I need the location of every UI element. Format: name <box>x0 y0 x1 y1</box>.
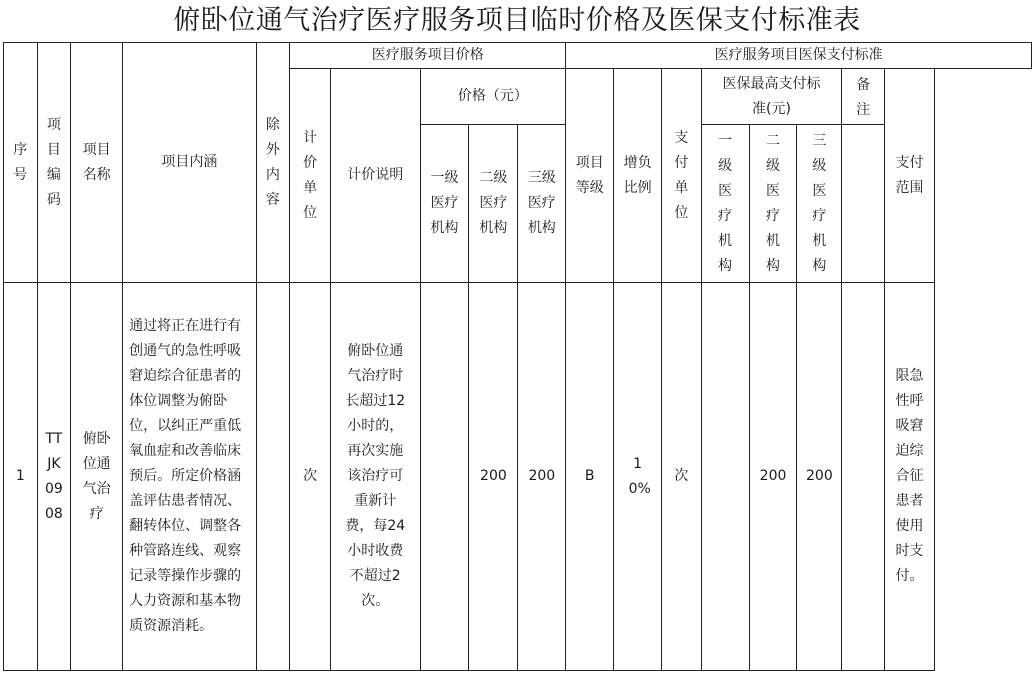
header-scope: 支付范围 <box>885 69 935 283</box>
header-unit: 计价单位 <box>290 69 331 283</box>
cell-remark <box>842 283 885 671</box>
header-grade: 项目等级 <box>566 69 614 283</box>
cell-name: 俯卧位通气治疗 <box>71 283 123 671</box>
header-pricing-note: 计价说明 <box>330 69 420 283</box>
header-copay: 增负比例 <box>614 69 662 283</box>
header-name: 项目名称 <box>71 43 123 283</box>
header-excluded: 除外内容 <box>256 43 290 283</box>
cell-price-l3: 200 <box>518 283 566 671</box>
header-insurance-group: 医疗服务项目医保支付标准 <box>566 43 1032 69</box>
header-level3: 三级医疗机构 <box>518 125 566 283</box>
cell-code: TTJK0908 <box>37 283 71 671</box>
header-remark: 备注 <box>842 69 885 125</box>
header-level1: 一级医疗机构 <box>420 125 469 283</box>
cell-seq: 1 <box>4 283 38 671</box>
header-level2: 二级医疗机构 <box>469 125 518 283</box>
header-price: 价格（元） <box>420 69 566 125</box>
cell-copay: 10% <box>614 283 662 671</box>
cell-pay-unit: 次 <box>662 283 702 671</box>
header-content: 项目内涵 <box>123 43 256 283</box>
cell-price-l2: 200 <box>469 283 518 671</box>
header-pay-unit: 支付单位 <box>662 69 702 283</box>
header-price-group: 医疗服务项目价格 <box>290 43 566 69</box>
header-seq: 序号 <box>4 43 38 283</box>
cell-content: 通过将正在进行有创通气的急性呼吸窘迫综合征患者的体位调整为俯卧位，以纠正严重低氧血症和改善临床预后。所定价格涵盖评估患者情况、翻转体位、调整各种管路连线、观察记录等操作步骤的人力资源和基本物质资源消耗。 <box>123 283 256 671</box>
cell-max-l3: 200 <box>797 283 842 671</box>
cell-grade: B <box>566 283 614 671</box>
header-max-level1: 一级医疗机构 <box>701 125 749 283</box>
price-table <box>3 42 1032 671</box>
header-max-level3: 三级医疗机构 <box>797 125 842 283</box>
cell-scope: 限急性呼吸窘迫综合征患者使用时支付。 <box>885 283 935 671</box>
header-max-level2: 二级医疗机构 <box>749 125 797 283</box>
cell-price-l1 <box>420 283 469 671</box>
header-max-pay: 医保最高支付标准(元) <box>701 69 842 125</box>
cell-max-l1 <box>701 283 749 671</box>
table-row <box>4 283 1032 671</box>
cell-max-l2: 200 <box>749 283 797 671</box>
page-title: 俯卧位通气治疗医疗服务项目临时价格及医保支付标准表 <box>173 5 861 36</box>
cell-excluded <box>256 283 290 671</box>
header-remark-blank <box>842 125 885 283</box>
cell-unit: 次 <box>290 283 331 671</box>
header-code: 项目编码 <box>37 43 71 283</box>
cell-pricing-note: 俯卧位通气治疗时长超过12小时的，再次实施该治疗可重新计费，每24小时收费不超过2次。 <box>330 283 420 671</box>
